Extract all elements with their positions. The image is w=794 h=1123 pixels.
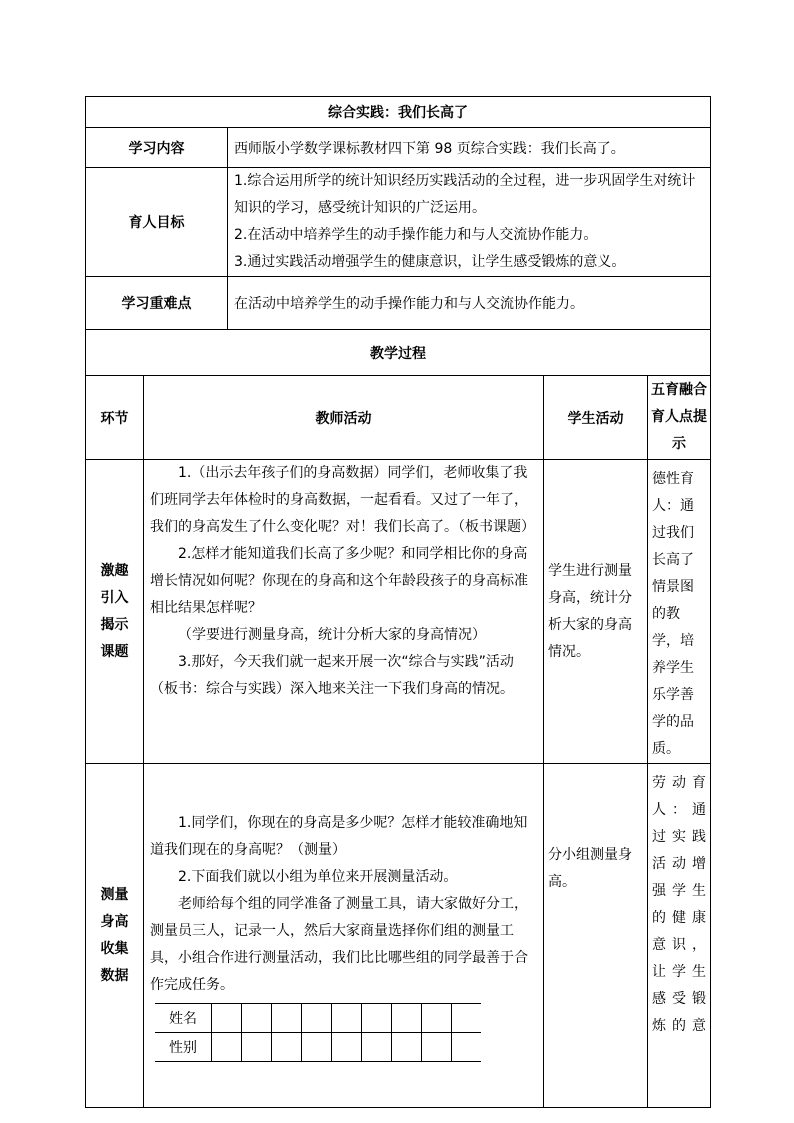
goal-item: 2.在活动中培养学生的动手操作能力和与人交流协作能力。 [234,227,598,243]
process-title: 教学过程 [86,330,711,376]
content-row [86,128,711,168]
section-row [86,460,711,764]
document-title: 综合实践：我们长高了 [86,97,711,128]
lesson-plan [85,96,710,1108]
header-student: 学生活动 [544,376,648,460]
teacher-paragraph: （学要进行测量身高，统计分析大家的身高情况） [178,627,486,643]
record-cell[interactable] [332,1003,362,1032]
record-cell[interactable] [422,1032,452,1061]
record-cell[interactable] [362,1003,392,1032]
record-row-gender [155,1032,481,1061]
header-teacher: 教师活动 [144,376,544,460]
goals-label: 育人目标 [86,168,228,277]
record-cell[interactable] [302,1003,332,1032]
measurement-record-table [155,1003,481,1062]
content-value: 西师版小学数学课标教材四下第 98 页综合实践：我们长高了。 [228,128,711,168]
record-cell[interactable] [332,1032,362,1061]
teacher-paragraph: 2.怎样才能知道我们长高了多少呢？和同学相比你的身高增长情况如何呢？你现在的身高和这个年龄段孩子的身高标准相比结果怎样呢？ [150,546,528,616]
record-cell[interactable] [272,1032,302,1061]
goal-item: 3.通过实践活动增强学生的健康意识，让学生感受锻炼的意义。 [234,254,626,270]
record-cell[interactable] [272,1003,302,1032]
record-cell[interactable] [302,1032,332,1061]
record-cell[interactable] [452,1003,482,1032]
teacher-paragraph: 3.那好，今天我们就一起来开展一次“综合与实践”活动（板书：综合与实践）深入地来关注一下我们身高的情况。 [150,654,514,697]
key-points-value: 在活动中培养学生的动手操作能力和与人交流协作能力。 [228,277,711,330]
student-activity: 分小组测量身高。 [544,764,648,1108]
title-row [86,97,711,128]
record-cell[interactable] [212,1032,242,1061]
goal-item: 1.综合运用所学的统计知识经历实践活动的全过程，进一步巩固学生对统计知识的学习，感受统计知识的广泛运用。 [234,173,696,216]
wuyu-note: 劳动育人：通过实践活动增强学生的健康意识，让学生感受锻炼的意 [648,764,711,1108]
teacher-paragraph: 2.下面我们就以小组为单位来开展测量活动。 [178,868,458,885]
process-title-row [86,330,711,376]
teacher-activity [144,460,544,764]
content-label: 学习内容 [86,128,228,168]
goals-row [86,168,711,277]
record-label-gender: 性别 [155,1032,212,1061]
goals-list [228,168,711,277]
student-activity: 学生进行测量身高，统计分析大家的身高情况。 [544,460,648,764]
record-cell[interactable] [422,1003,452,1032]
header-wuyu: 五育融合育人点提示 [648,376,711,460]
record-row-name [155,1003,481,1032]
stage-label: 测量身高收集数据 [86,764,144,1108]
key-points-row [86,277,711,330]
record-cell[interactable] [242,1003,272,1032]
header-stage: 环节 [86,376,144,460]
teacher-paragraph: 1.同学们，你现在的身高是多少呢？怎样才能较准确地知道我们现在的身高呢？（测量） [150,814,528,858]
teacher-paragraph: 老师给每个组的同学准备了测量工具，请大家做好分工，测量员三人，记录一人，然后大家商量选择你们组的测量工具，小组合作进行测量活动，我们比比哪些组的同学最善于合作完成任务。 [150,895,528,993]
record-cell[interactable] [392,1003,422,1032]
column-header-row [86,376,711,460]
record-cell[interactable] [242,1032,272,1061]
teacher-activity [144,764,544,1108]
stage-label: 激趣引入揭示课题 [86,460,144,764]
record-cell[interactable] [362,1032,392,1061]
record-label-name: 姓名 [155,1003,212,1032]
key-points-label: 学习重难点 [86,277,228,330]
wuyu-note: 德性育人：通过我们长高了情景图的教学，培养学生乐学善学的品质。 [648,460,711,764]
teacher-paragraph: 1.（出示去年孩子们的身高数据）同学们，老师收集了我们班同学去年体检时的身高数据，一起看看。又过了一年了，我们的身高发生了什么变化呢？对！我们长高了。（板书课题） [150,465,535,535]
section-row [86,764,711,1108]
record-cell[interactable] [212,1003,242,1032]
lesson-plan-table [85,96,711,1108]
record-cell[interactable] [392,1032,422,1061]
record-cell[interactable] [452,1032,482,1061]
